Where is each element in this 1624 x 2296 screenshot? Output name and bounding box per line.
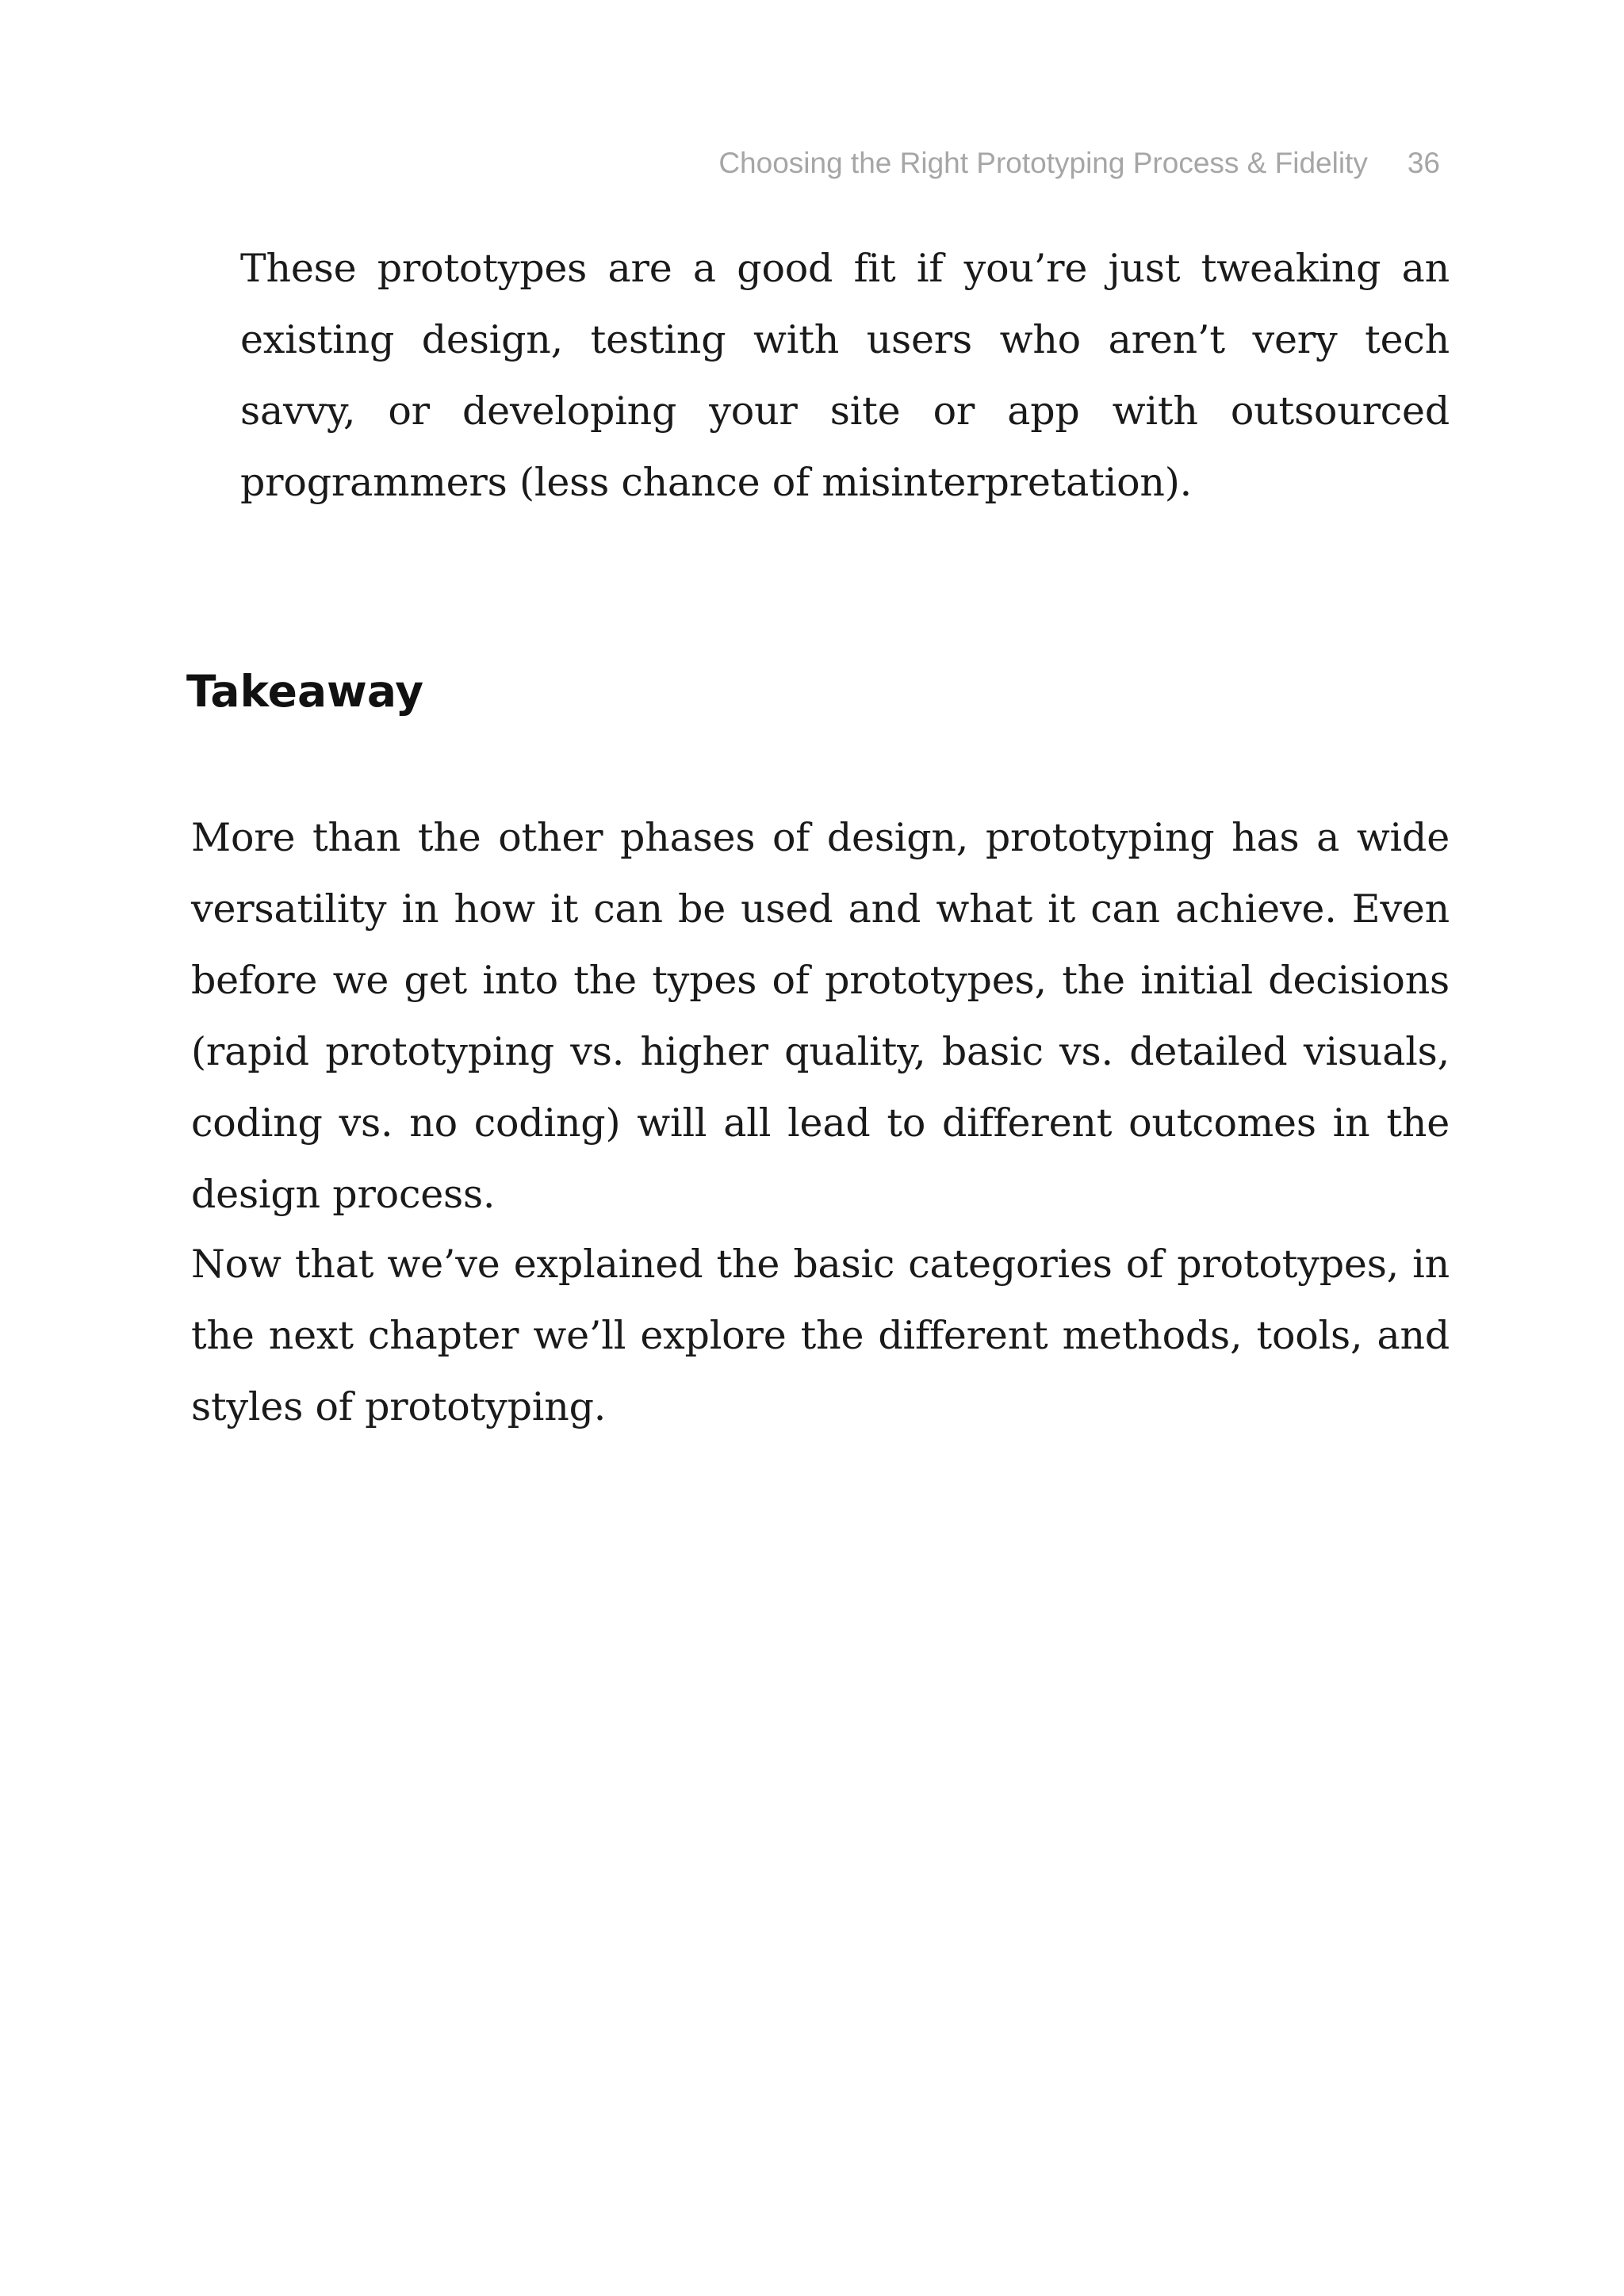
section-heading: Takeaway xyxy=(186,666,424,717)
running-header xyxy=(718,144,1440,182)
body-paragraph: More than the other phases of design, prototyping has a wide versatility in how it can be used and what it can achieve. Even before we get into the types of prototypes, the initial decisions (rapid prototyping vs. higher quality, basic vs. detailed visuals, coding vs. no coding) will all lead to different outcomes in the design process. xyxy=(191,815,1450,1217)
page-number: 36 xyxy=(1407,147,1440,179)
intro-paragraph: These prototypes are a good fit if you’re just tweaking an existing design, testing with users who aren’t very tech savvy, or developing your site or app with outsourced programmers (less chance of misinterpretation). xyxy=(240,246,1450,505)
running-header-title: Choosing the Right Prototyping Process & Fidelity xyxy=(718,147,1368,179)
body-paragraph: Now that we’ve explained the basic categories of prototypes, in the next chapter we’ll explore the different methods, tools, and styles of prototyping. xyxy=(191,1242,1450,1429)
